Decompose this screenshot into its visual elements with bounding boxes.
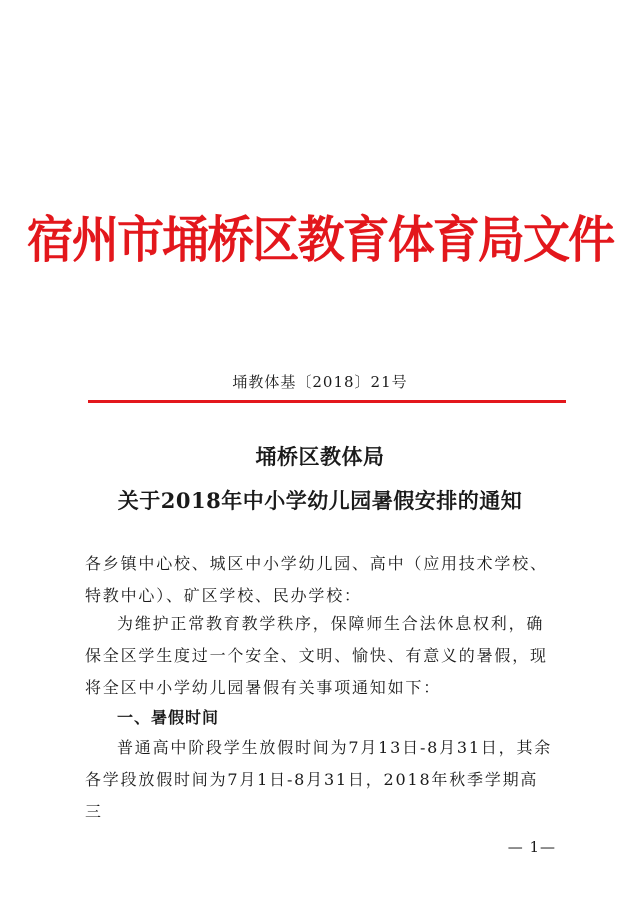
intro-text: 为维护正常教育教学秩序，保障师生合法休息权利，确保全区学生度过一个安全、文明、愉快、有意义的暑假，现将全区中小学幼儿园暑假有关事项通知如下： — [85, 614, 548, 697]
section-heading: 一、暑假时间 — [117, 708, 220, 727]
document-number: 埇教体基〔2018〕21号 — [232, 373, 408, 391]
notice-title-line2: 关于2018年中小学幼儿园暑假安排的通知 — [117, 488, 523, 513]
intro-paragraph — [85, 608, 555, 704]
addressee-text: 各乡镇中心校、城区中小学幼儿园、高中（应用技术学校、特教中心）、矿区学校、民办学校： — [85, 554, 548, 605]
document-header-title: 宿州市埇桥区教育体育局文件 — [26, 211, 614, 269]
schedule-paragraph — [85, 732, 555, 828]
notice-title-line1: 埇桥区教体局 — [255, 444, 385, 469]
schedule-text: 普通高中阶段学生放假时间为7月13日-8月31日，其余各学段放假时间为7月1日-8月31日，2018年秋季学期高三 — [85, 738, 553, 821]
page-number: — 1— — [507, 838, 556, 856]
addressee-paragraph — [85, 548, 555, 612]
header-divider — [88, 400, 566, 403]
